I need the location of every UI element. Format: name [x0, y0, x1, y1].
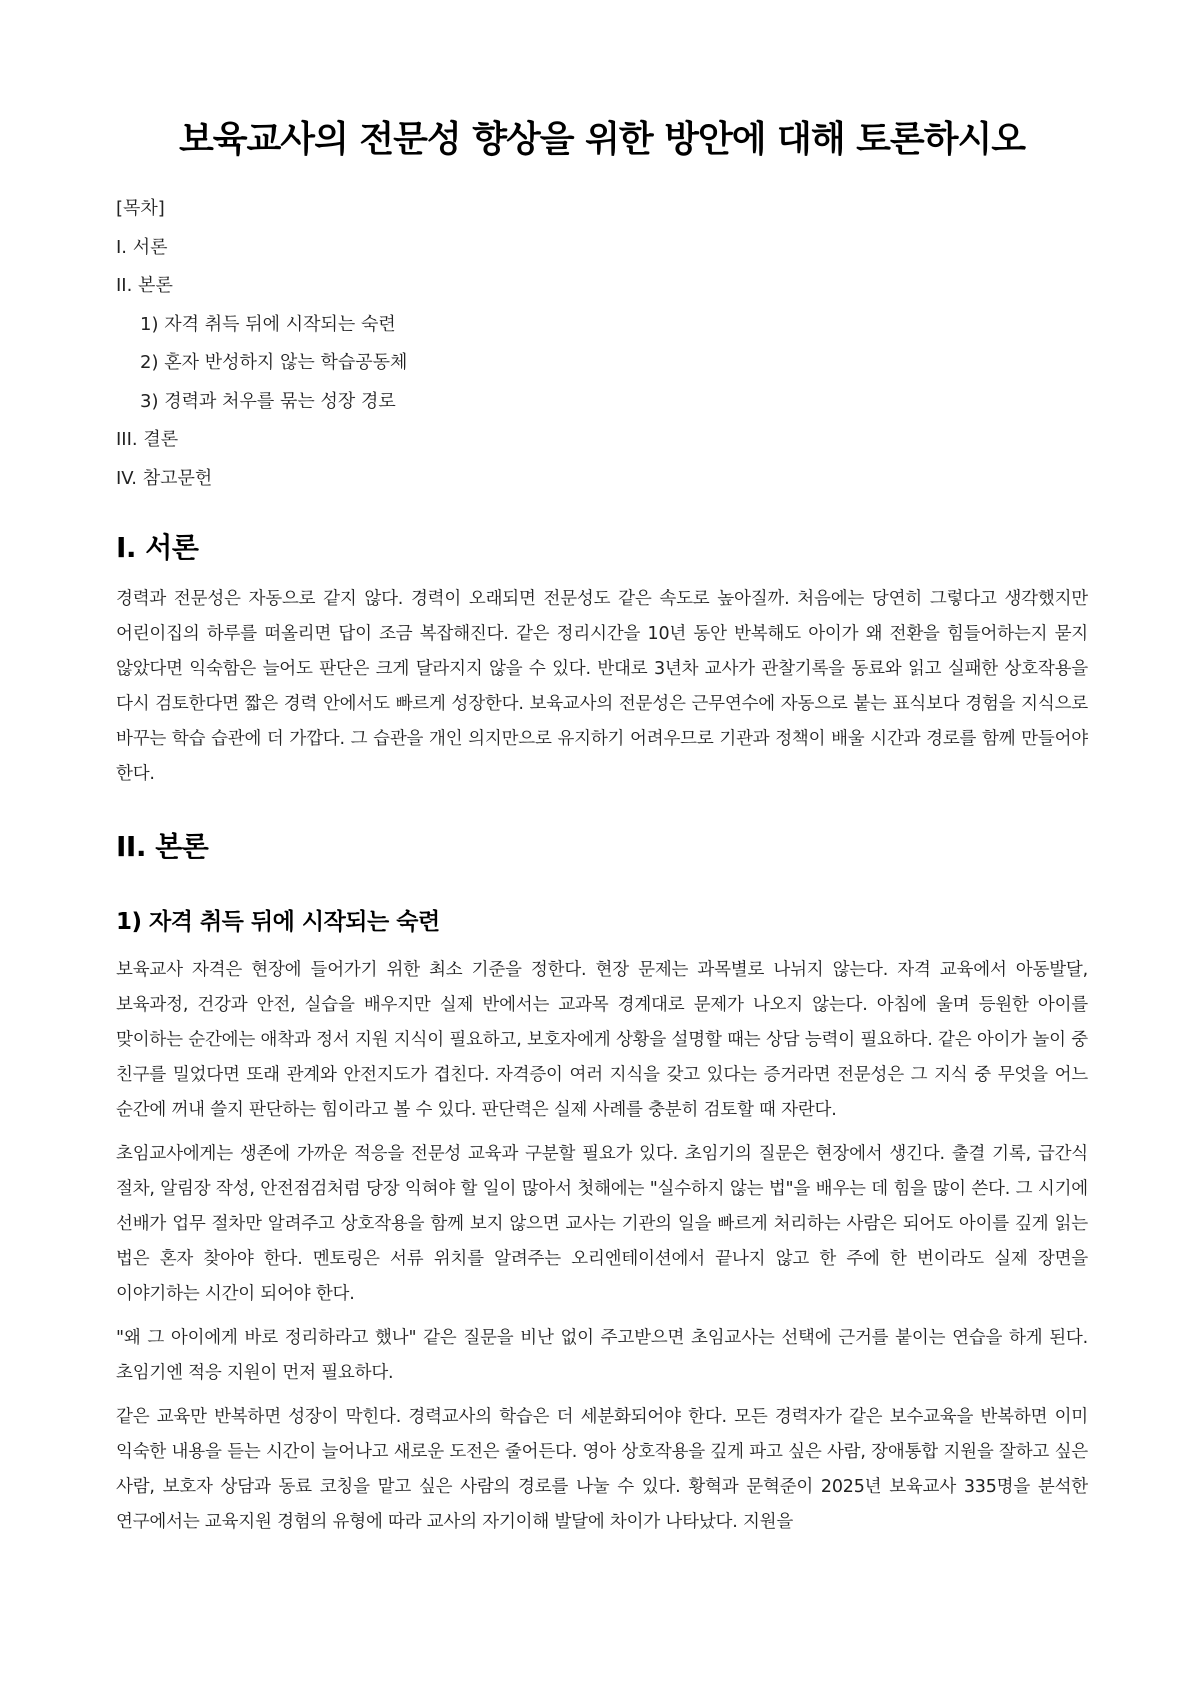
body-paragraph: 보육교사 자격은 현장에 들어가기 위한 최소 기준을 정한다. 현장 문제는 과목별로 나뉘지 않는다. 자격 교육에서 아동발달, 보육과정, 건강과 안전, 실습을 배우지만 실제 반에서는 교과목 경계대로 문제가 나오지 않는다. 아침에 울며 등원한 아이를 맞이하는 순간에는 애착과 정서 지원 지식이 필요하고, 보호자에게 상황을 설명할 때는 상담 능력이 필요하다. 같은 아이가 놀이 중 친구를 밀었다면 또래 관계와 안전지도가 겹친다. 자격증이 여러 지식을 갖고 있다는 증거라면 전문성은 그 지식 중 무엇을 어느 순간에 꺼내 쓸지 판단하는 힘이라고 볼 수 있다. 판단력은 실제 사례를 충분히 검토할 때 자란다.	[116, 960, 1088, 1120]
toc-item: IV. 참고문헌	[116, 467, 213, 489]
body-paragraph: 같은 교육만 반복하면 성장이 막힌다. 경력교사의 학습은 더 세분화되어야 한다. 모든 경력자가 같은 보수교육을 반복하면 이미 익숙한 내용을 듣는 시간이 늘어나고 새로운 도전은 줄어든다. 영아 상호작용을 깊게 파고 싶은 사람, 장애통합 지원을 잘하고 싶은 사람, 보호자 상담과 동료 코칭을 맡고 싶은 사람의 경로를 나눌 수 있다. 황혁과 문혁준이 2025년 보육교사 335명을 분석한 연구에서는 교육지원 경험의 유형에 따라 교사의 자기이해 발달에 차이가 나타났다. 지원을	[116, 1407, 1088, 1532]
body-paragraph: 경력과 전문성은 자동으로 같지 않다. 경력이 오래되면 전문성도 같은 속도로 높아질까. 처음에는 당연히 그렇다고 생각했지만 어린이집의 하루를 떠올리면 답이 조금 복잡해진다. 같은 정리시간을 10년 동안 반복해도 아이가 왜 전환을 힘들어하는지 묻지 않았다면 익숙함은 늘어도 판단은 크게 달라지지 않을 수 있다. 반대로 3년차 교사가 관찰기록을 동료와 읽고 실패한 상호작용을 다시 검토한다면 짧은 경력 안에서도 빠르게 성장한다. 보육교사의 전문성은 근무연수에 자동으로 붙는 표식보다 경험을 지식으로 바꾸는 학습 습관에 더 가깝다. 그 습관을 개인 의지만으로 유지하기 어려우므로 기관과 정책이 배울 시간과 경로를 함께 만들어야 한다.	[116, 589, 1088, 784]
section-heading: II. 본론	[116, 830, 209, 863]
toc-subitem: 3) 경력과 처우를 묶는 성장 경로	[140, 390, 396, 412]
document-title: 보육교사의 전문성 향상을 위한 방안에 대해 토론하시오	[178, 119, 1026, 160]
section-body	[116, 823, 1088, 1540]
toc-item: III. 결론	[116, 429, 179, 450]
toc-item: II. 본론	[116, 275, 173, 296]
subsection-heading: 1) 자격 취득 뒤에 시작되는 숙련	[116, 909, 440, 935]
toc-item: I. 서론	[116, 236, 168, 258]
subsection-qualification	[116, 901, 1088, 1540]
toc-subitem: 1) 자격 취득 뒤에 시작되는 숙련	[140, 313, 396, 335]
toc-heading: [목차]	[116, 198, 165, 219]
toc-subitem: 2) 혼자 반성하지 않는 학습공동체	[140, 352, 408, 373]
body-paragraph: 초임교사에게는 생존에 가까운 적응을 전문성 교육과 구분할 필요가 있다. 초임기의 질문은 현장에서 생긴다. 출결 기록, 급간식 절차, 알림장 작성, 안전점검처럼 당장 익혀야 할 일이 많아서 첫해에는 "실수하지 않는 법"을 배우는 데 힘을 많이 쓴다. 그 시기에 선배가 업무 절차만 알려주고 상호작용을 함께 보지 않으면 교사는 기관의 일을 빠르게 처리하는 사람은 되어도 아이를 깊게 읽는 법은 혼자 찾아야 한다. 멘토링은 서류 위치를 알려주는 오리엔테이션에서 끝나지 않고 한 주에 한 번이라도 실제 장면을 이야기하는 시간이 되어야 한다.	[116, 1144, 1088, 1304]
section-introduction	[116, 524, 1088, 792]
table-of-contents	[116, 190, 1088, 498]
body-paragraph: "왜 그 아이에게 바로 정리하라고 했나" 같은 질문을 비난 없이 주고받으면 초임교사는 선택에 근거를 붙이는 연습을 하게 된다. 초임기엔 적응 지원이 먼저 필요하다.	[116, 1328, 1088, 1383]
section-heading: I. 서론	[116, 531, 199, 564]
